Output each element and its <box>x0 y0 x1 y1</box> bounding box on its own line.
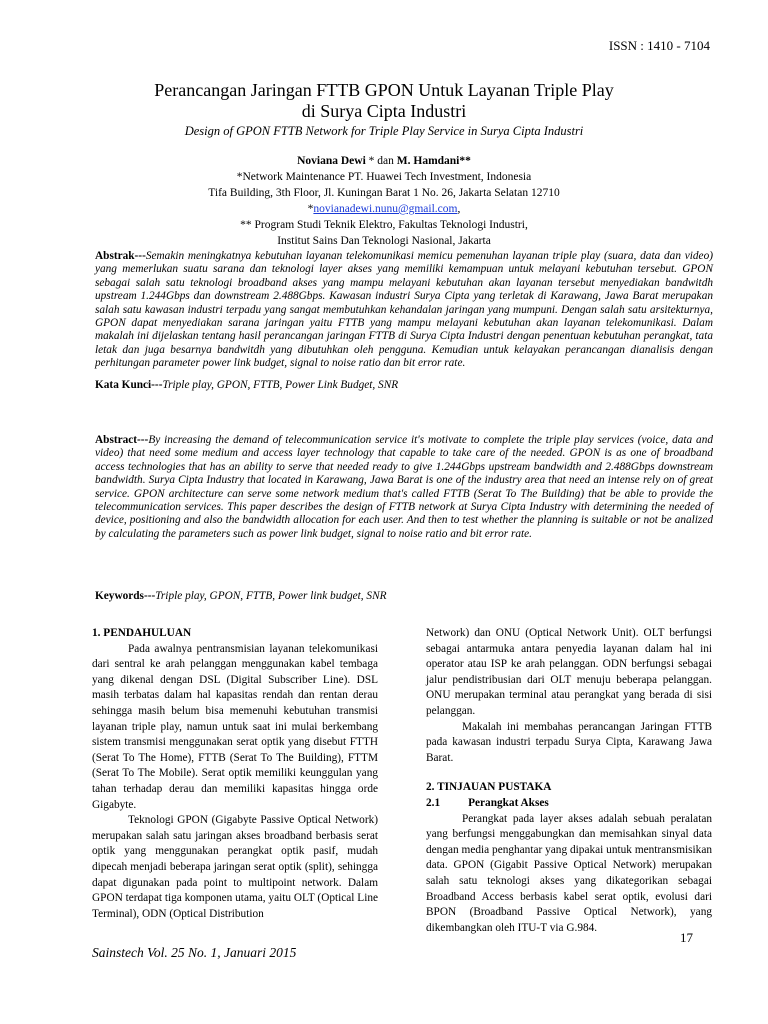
affiliation-1: *Network Maintenance PT. Huawei Tech Investment, Indonesia <box>236 171 532 183</box>
subsection-number: 2.1 <box>426 796 441 809</box>
abstract-section <box>95 434 713 541</box>
left-column <box>92 626 378 922</box>
email-prefix: * <box>307 203 314 215</box>
title-line-1: Perancangan Jaringan FTTB GPON Untuk Layanan Triple Play <box>154 80 614 100</box>
section-1-paragraph-2: Teknologi GPON (Gigabyte Passive Optical Network) merupakan salah satu jaringan akses broadband berbasis serat optik yang menggunakan perangkat optik pasif, mudah dipecah menjadi beberapa jaringan serat optik (split), sehingga dapat digunakan pada point to multipoint network. Dalam GPON terdapat tiga komponen utama, yaitu OLT (Optical Line Terminal), ODN (Optical Distribution <box>92 814 378 920</box>
title-line-2: di Surya Cipta Industri <box>301 101 467 121</box>
abstrak-text: Semakin meningkatnya kebutuhan layanan telekomunikasi memicu pemenuhan layanan triple play (suara, data dan video) yang memerlukan suatu sarana dan teknologi layer akses yang memiliki kemampuan untuk melayani kebutuhan tersebut. GPON sebagai salah satu teknologi broadband akses yang mampu melayani kebutuhan akan layanan tersebut menyediakan bandwitdh upstream 1.244Gbps dan downstream 2.488Gbps. Kawasan industri Surya Cipta yang terletak di Karawang, Jawa Barat merupakan salah satu kawasan industri terpadu yang sangat membutuhkan kehandalan jaringan yang mumpuni. Dengan salah satu arsitekturnya, GPON dapat menyediakan sarana jaringan yaitu FTTB yang mampu melayani kebutuhan akan layanan telekomunikasi. Dalam makalah ini dijelaskan tentang hasil perancangan jaringan FTTB di Surya Cipta Industri dengan penentuan kebutuhan perangkat, tata letak dan juga besarnya bandwitdh yang dibutuhkan oleh pengguna. Kemudian untuk kelayakan perancangan dianalisis dengan perhitungan parameter power link budget, signal to noise ratio dan bit error rate. <box>95 250 713 370</box>
email-link[interactable]: novianadewi.nunu@gmail.com <box>313 203 458 215</box>
section-1-paragraph-4: Makalah ini membahas perancangan Jaringan FTTB pada kawasan industri terpadu Surya Cipta, Karawang Jawa Barat. <box>426 720 712 764</box>
email-suffix: , <box>457 203 461 215</box>
page-number: 17 <box>680 930 693 945</box>
author-line <box>60 153 708 169</box>
keywords-section <box>95 590 713 603</box>
keywords-label: Keywords--- <box>95 590 156 602</box>
abstract-label: Abstract--- <box>95 434 149 446</box>
keywords-text: Triple play, GPON, FTTB, Power link budget, SNR <box>155 590 387 602</box>
right-column <box>426 626 712 936</box>
section-1-heading: 1. PENDAHULUAN <box>92 627 192 639</box>
abstrak-section <box>95 250 713 371</box>
section-1-paragraph-3: Network) dan ONU (Optical Network Unit). OLT berfungsi sebagai antarmuka antara penyedia layanan dalam hal ini operator atau ISP ke arah pelanggan. ODN berfungsi sebagai jalur pendistribusian dari OLT menuju beberapa pelanggan. ONU merupakan terminal atau perangkat yang berada di sisi pelanggan. <box>426 627 712 717</box>
author-2: M. Hamdani** <box>396 155 471 167</box>
paper-subtitle: Design of GPON FTTB Network for Triple Play Service in Surya Cipta Industri <box>184 124 584 138</box>
section-2-heading: 2. TINJAUAN PUSTAKA <box>426 781 552 794</box>
subsection-2-1-heading <box>426 796 712 812</box>
kata-kunci-text: Triple play, GPON, FTTB, Power Link Budget, SNR <box>162 379 399 391</box>
author-1: Noviana Dewi <box>297 155 366 167</box>
section-1-paragraph-1: Pada awalnya pentransmisian layanan telekomunikasi dari sentral ke arah pelanggan menggunakan kabel tembaga yang dikenal dengan DSL (Digital Subscriber Line). DSL masih terbatas dalam hal kapasitas rendah dan rentan derau sehingga masih belum bisa memenuhi kebutuhan transmisi layanan triple play, namun untuk saat ini mulai berkembang sistem transmisi menggunakan serat optik yang disebut FTTH (Serat To The Home), FTTB (Serat To The Building), FTTM (Serat To The Mobile). Serat optik memiliki keunggulan yang tahan terhadap derau dan memiliki kapasitas hingga orde Gigabyte. <box>92 642 378 811</box>
author-1-mark: * <box>365 155 378 167</box>
kata-kunci-section <box>95 379 713 392</box>
affiliation-1-address: Tifa Building, 3th Floor, Jl. Kuningan Barat 1 No. 26, Jakarta Selatan 12710 <box>208 187 560 199</box>
author-conj: dan <box>377 155 394 167</box>
kata-kunci-label: Kata Kunci--- <box>95 379 163 391</box>
journal-footer: Sainstech Vol. 25 No. 1, Januari 2015 <box>92 945 297 960</box>
subsection-title: Perangkat Akses <box>468 796 549 809</box>
abstrak-label: Abstrak--- <box>95 250 146 262</box>
affiliation-2: ** Program Studi Teknik Elektro, Fakultas Teknologi Industri, <box>240 219 528 231</box>
abstract-text: By increasing the demand of telecommunication service it's motivate to complete the triple play services (voice, data and video) that need some medium and access layer technology that capable to take care of the needed. GPON is as one of broadband access technologies that has an ability to serve that needed ready to give 1.244Gbps upstream bandwidth and 2.488Gbps downstream bandwidth. Surya Cipta Industry that located in Karawang, Jawa Barat is one of the industry area that need an intense rely on of great service. GPON architecture can serve some network medium that's called FTTB (Serat To The Building) that be able to provide the telecommunication services. This paper describes the design of FTTB network at Surya Cipta Industry with determining the needed of device, positioning and also the bandwidth allocation for each user. And then to test whether the planning is suitable or not be analized by calculating the parameters such as power link budget, signal to noise ratio and bit error rate. <box>95 434 713 540</box>
section-2-paragraph-1: Perangkat pada layer akses adalah sebuah peralatan yang berfungsi menggabungkan dan memisahkan sinyal data dengan media penghantar yang dipakai untuk mentransmisikan data. GPON (Gigabit Passive Optical Network) merupakan salah satu teknologi akses yang dikategorikan sebagai Broadband Access berbasis kabel serat optik, evolusi dari BPON (Broadband Passive Optical Network), yang dikembangkan oleh ITU-T via G.984. <box>426 812 712 934</box>
paper-title <box>60 80 708 122</box>
email-line <box>60 201 708 217</box>
authors-block <box>60 153 708 249</box>
issn-label: ISSN : 1410 - 7104 <box>608 38 710 53</box>
affiliation-2-institution: Institut Sains Dan Teknologi Nasional, Jakarta <box>277 235 491 247</box>
